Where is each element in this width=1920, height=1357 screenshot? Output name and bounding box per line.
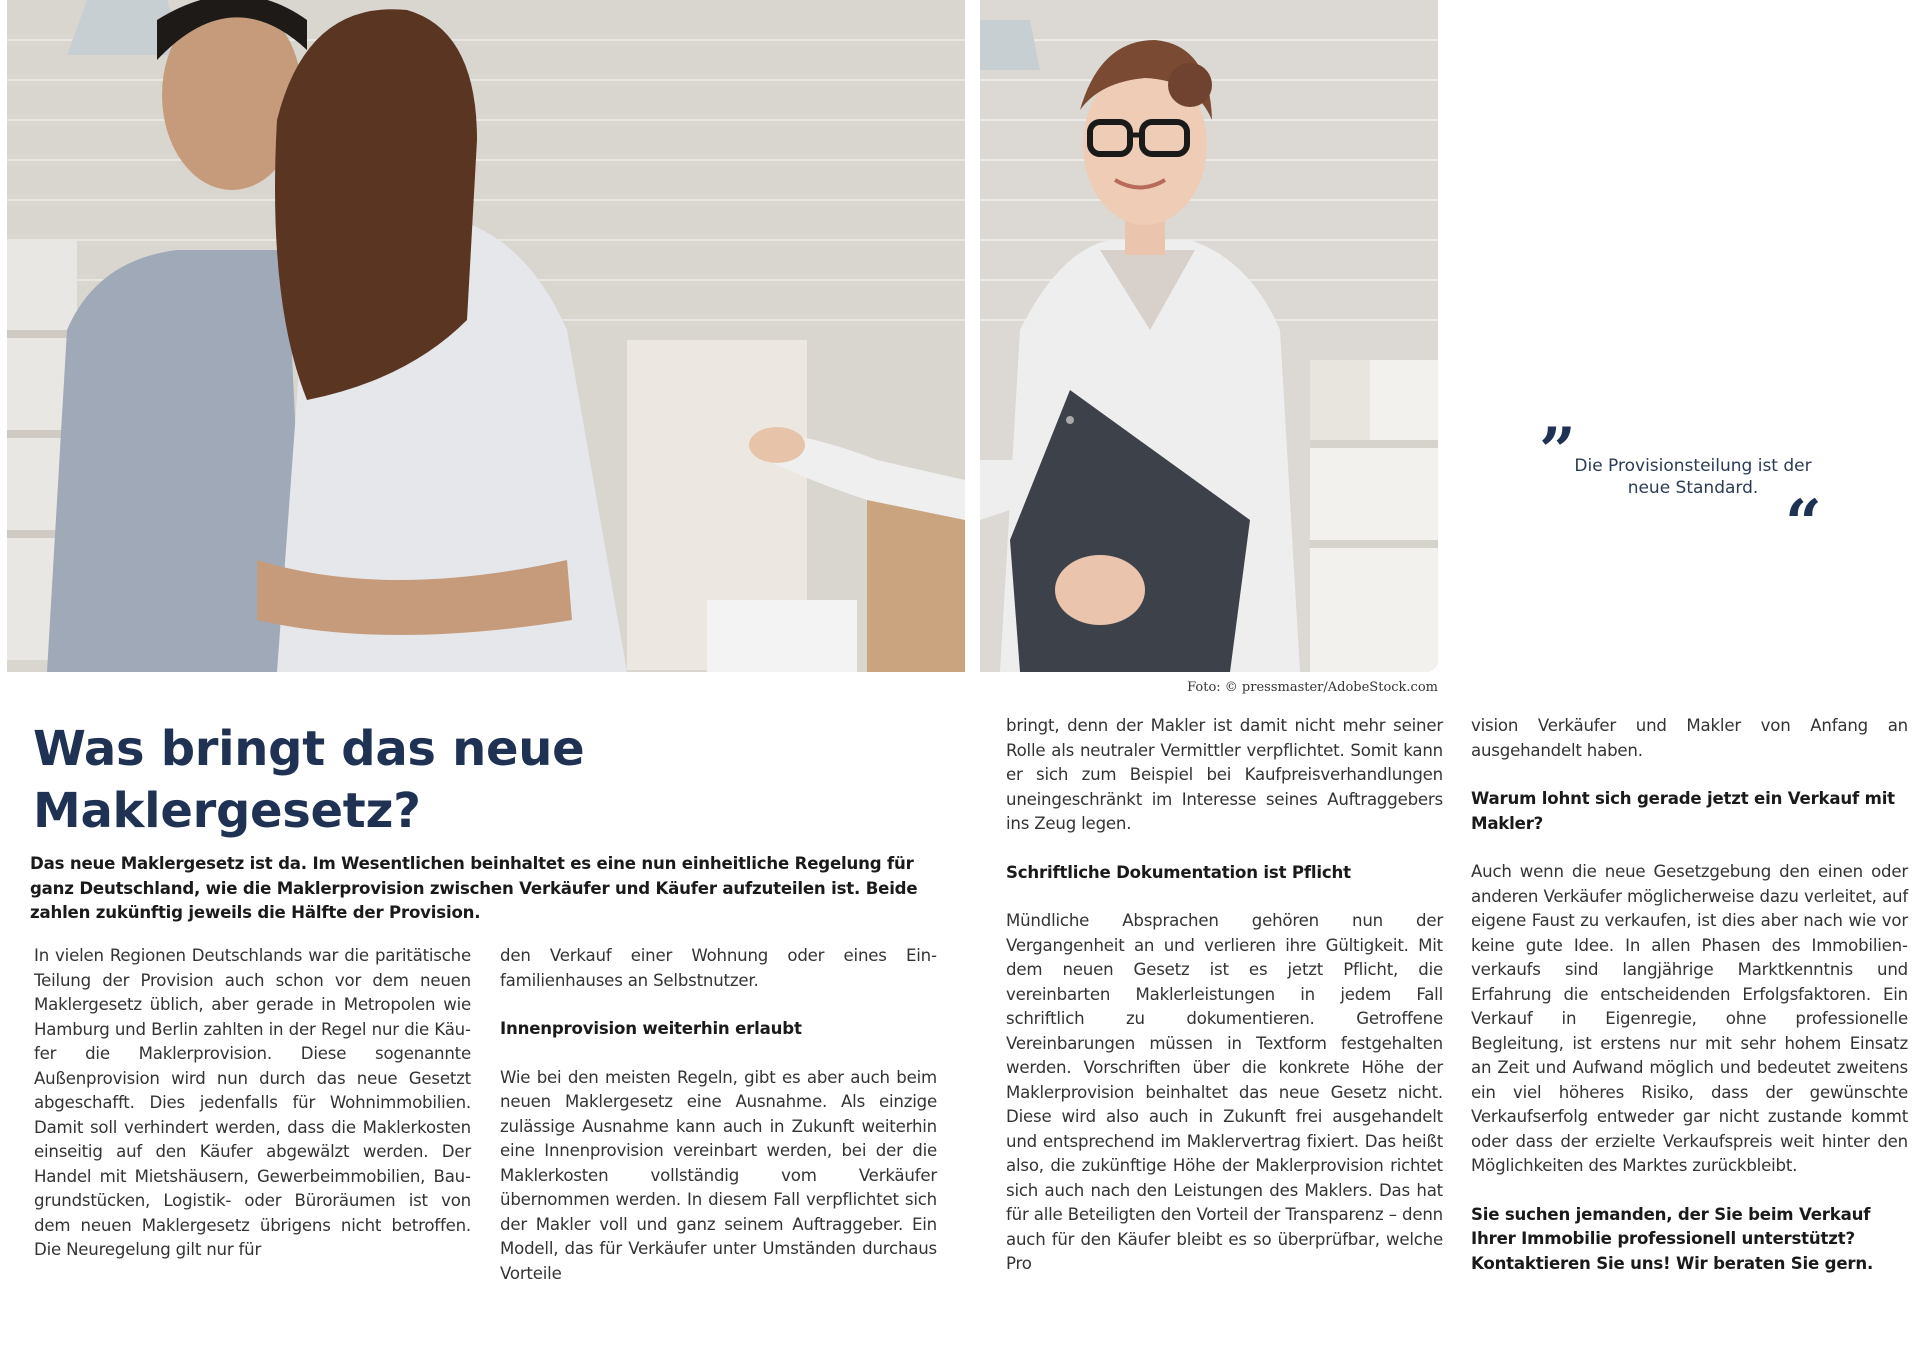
paragraph: vision Verkäufer und Makler von Anfang an ausgehandelt haben.: [1471, 716, 1908, 760]
paragraph: Wie bei den meisten Regeln, gibt es aber auch beim neuen Maklergesetz eine Ausnahme. Als einzige zulässige Ausnahme kann auch in Zukunft weiterhin eine Innenprovision vereinbart werden, bei der die Maklerkosten vollständig vom Verkäufer übernommen werden. In diesem Fall verpflichtet sich der Makler voll und ganz seinem Auftraggeber. Ein Modell, das für Verkäufer unter Umständen durchaus Vorteile: [500, 1067, 937, 1283]
call-to-action: Sie suchen jemanden, der Sie beim Verkauf Ihrer Immobilie professionell unterstützt? Kontaktieren Sie uns! Wir beraten Sie gern.: [1471, 1204, 1874, 1273]
article-lead: Das neue Maklergesetz ist da. Im Wesentlichen beinhaltet es eine nun einheitliche Regelung für ganz Deutschland, wie die Maklerprovision zwischen Verkäufer und Käufer aufzuteilen ist. Beide zahlen zukünftig jeweils die Hälfte der Provision.: [30, 854, 918, 922]
section-heading-innenprovision: Innenprovision weiterhin erlaubt: [500, 1019, 802, 1038]
paragraph: Auch wenn die neue Gesetzgebung den einen oder anderen Verkäufer möglicherweise dazu verleitet, auf eigene Faust zu verkaufen, ist dies aber nach wie vor keine gute Idee. In allen Phasen des Immobilienverkaufs sind langjährige Marktkenntnis und Erfahrung die entscheidenden Erfolgsfaktoren. Ein Verkauf in Eigenregie, ohne professionelle Begleitung, ist erstens nur mit sehr hohem Einsatz an Zeit und Aufwand möglich und bedeutet zweitens ein viel höheres Risiko, dass der gewünschte Verkaufserfolg entweder gar nicht zustande kommt oder dass der erzielte Verkaufspreis weit hinter den Möglichkeiten des Marktes zurückbleibt.: [1471, 862, 1908, 1175]
article-column-4: [1471, 714, 1908, 1276]
photo-couple-image: [7, 0, 965, 672]
quote-close-mark: “: [1785, 486, 1822, 561]
quote-text: Die Provisionsteilung ist der neue Standard.: [1574, 456, 1812, 498]
quote-open-mark: ”: [1539, 414, 1576, 489]
photo-agent: [980, 0, 1438, 672]
paragraph: bringt, denn der Makler ist damit nicht mehr seiner Rolle als neutraler Vermittler verpflichtet. Somit kann er sich zum Beispiel bei Kaufpreisverhandlungen uneingeschränkt im Interesse seines Auftraggebers ins Zeug legen.: [1006, 716, 1443, 833]
paragraph: In vielen Regionen Deutschlands war die paritätische Teilung der Provision auch schon vor dem neuen Maklergesetz üblich, aber gerade in Metropolen wie Hamburg und Berlin zahlten in der Regel nur die Käufer die Maklerprovision. Diese sogenannte Außenprovision wird nun durch das neue Gesetzt abgeschafft. Dies jedenfalls für Wohnimmobilien. Damit soll verhindert werden, dass die Maklerkosten einseitig auf den Käufer abgewälzt werden. Der Handel mit Mietshäusern, Gewerbeimmobilien, Baugrundstücken, Logistik- oder Büroräumen ist von dem neuen Maklergesetz übrigens nicht betroffen. Die Neuregelung gilt nur für: [34, 946, 471, 1259]
article-column-1: [34, 944, 471, 1263]
article-column-3: [1006, 714, 1443, 1277]
photo-credit: Foto: © pressmaster/AdobeStock.com: [1187, 680, 1438, 695]
section-heading-dokumentation: Schriftliche Dokumentation ist Pflicht: [1006, 862, 1351, 882]
paragraph: Mündliche Absprachen gehören nun der Vergangenheit an und verlieren ihre Gültigkeit. Mit dem neuen Gesetz ist es jetzt Pflicht, die vereinbarten Maklerleistungen in jedem Fall schriftlich zu dokumentieren. Getroffene Vereinbarungen müssen in Textform festgehalten werden. Vorschriften über die konkrete Höhe der Maklerprovision beinhaltet das neue Gesetz nicht. Diese wird also auch in Zukunft frei ausgehandelt und entsprechend im Maklervertrag fixiert. Das heißt also, die zukünftige Höhe der Maklerprovision richtet sich auch nach den Leistungen des Maklers. Das hat für alle Beteiligten den Vorteil der Transparenz – denn auch für den Käufer bleibt es so überprüfbar, welche Pro: [1006, 911, 1443, 1273]
pull-quote: [1535, 414, 1835, 561]
article-column-2: [500, 944, 937, 1286]
photo-agent-image: [980, 0, 1438, 672]
paragraph: den Verkauf einer Wohnung oder eines Einfamilienhauses an Selbstnutzer.: [500, 946, 937, 990]
photo-couple: [7, 0, 965, 672]
article-title: Was bringt das neue Maklergesetz?: [33, 721, 585, 839]
section-heading-warum-makler: Warum lohnt sich gerade jetzt ein Verkauf mit Makler?: [1471, 789, 1895, 833]
